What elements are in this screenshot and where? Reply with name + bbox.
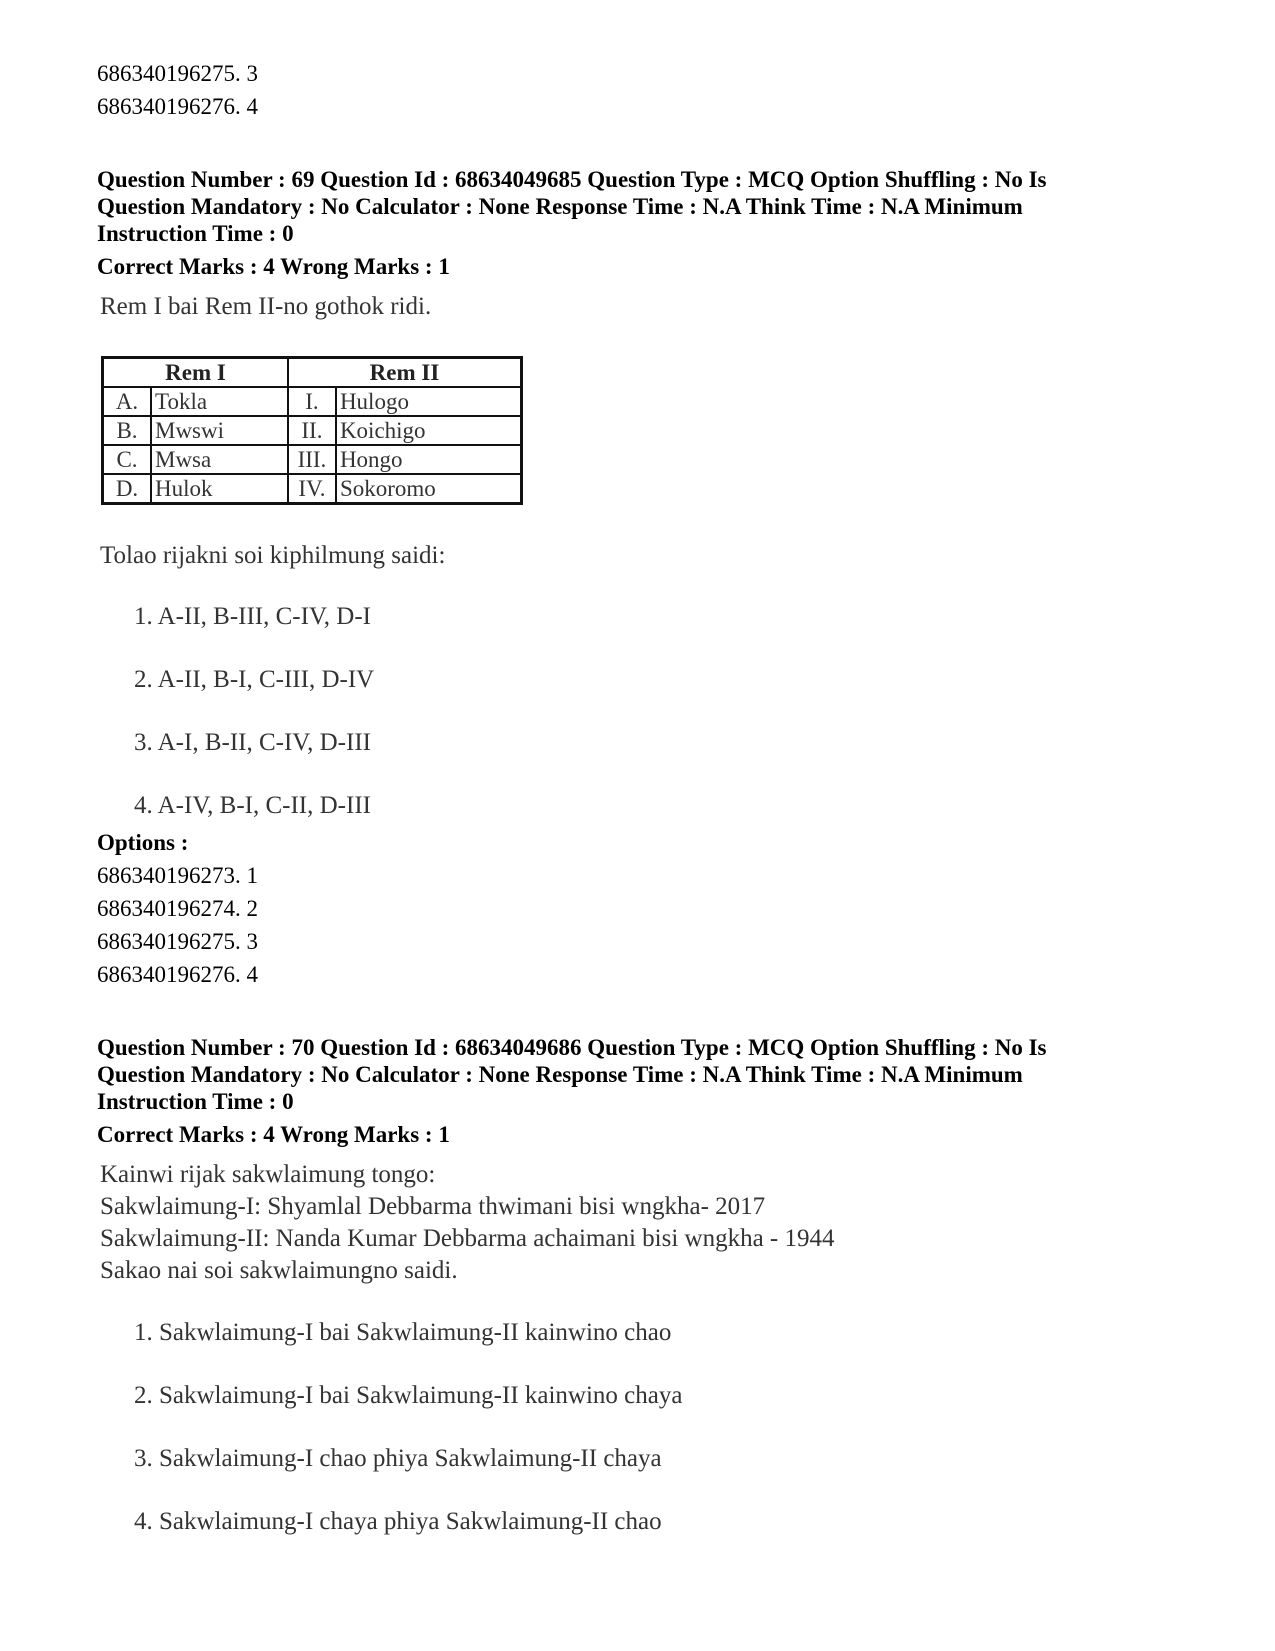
answer-choice: 3. A-I, B-II, C-IV, D-III <box>134 729 371 756</box>
question-text-line: Sakwlaimung-II: Nanda Kumar Debbarma achaimani bisi wngkha - 1944 <box>100 1225 835 1252</box>
question-header-line: Question Mandatory : No Calculator : None Response Time : N.A Think Time : N.A Minimum <box>97 1062 1023 1087</box>
column-header: Rem I <box>103 358 288 388</box>
answer-choice: 4. Sakwlaimung-I chaya phiya Sakwlaimung-II chao <box>134 1508 662 1535</box>
answer-choice: 4. A-IV, B-I, C-II, D-III <box>134 792 371 819</box>
option-line: 686340196274. 2 <box>97 896 258 921</box>
cell-value: Hulok <box>151 474 288 504</box>
option-line: 686340196275. 3 <box>97 61 258 86</box>
option-line: 686340196276. 4 <box>97 94 258 119</box>
cell-value: Hulogo <box>336 387 522 416</box>
option-line: 686340196276. 4 <box>97 962 258 987</box>
row-label: D. <box>103 474 152 504</box>
row-label: C. <box>103 445 152 474</box>
row-label: II. <box>288 416 336 445</box>
row-label: III. <box>288 445 336 474</box>
column-header: Rem II <box>288 358 522 388</box>
row-label: B. <box>103 416 152 445</box>
question-header-line: Question Number : 70 Question Id : 68634049686 Question Type : MCQ Option Shuffling : No Is <box>97 1035 1047 1060</box>
row-label: IV. <box>288 474 336 504</box>
answer-choice: 1. A-II, B-III, C-IV, D-I <box>134 603 371 630</box>
marks-line: Correct Marks : 4 Wrong Marks : 1 <box>97 1122 450 1147</box>
table-header-row <box>103 358 522 388</box>
cell-value: Sokoromo <box>336 474 522 504</box>
table-row <box>103 416 522 445</box>
question-text-line: Sakwlaimung-I: Shyamlal Debbarma thwimani bisi wngkha- 2017 <box>100 1193 766 1220</box>
question-header-line: Instruction Time : 0 <box>97 1089 294 1114</box>
row-label: I. <box>288 387 336 416</box>
table-row <box>103 445 522 474</box>
option-line: 686340196275. 3 <box>97 929 258 954</box>
table-row <box>103 387 522 416</box>
question-header-line: Instruction Time : 0 <box>97 221 294 246</box>
option-line: 686340196273. 1 <box>97 863 258 888</box>
question-text-line: Kainwi rijak sakwlaimung tongo: <box>100 1161 436 1188</box>
question-header-line: Question Mandatory : No Calculator : None Response Time : N.A Think Time : N.A Minimum <box>97 194 1023 219</box>
question-prompt: Rem I bai Rem II-no gothok ridi. <box>100 293 432 320</box>
cell-value: Koichigo <box>336 416 522 445</box>
cell-value: Mwsa <box>151 445 288 474</box>
cell-value: Tokla <box>151 387 288 416</box>
row-label: A. <box>103 387 152 416</box>
answer-choice: 2. A-II, B-I, C-III, D-IV <box>134 666 375 693</box>
question-instruction: Tolao rijakni soi kiphilmung saidi: <box>100 542 446 569</box>
cell-value: Mwswi <box>151 416 288 445</box>
answer-choice: 2. Sakwlaimung-I bai Sakwlaimung-II kainwino chaya <box>134 1382 683 1409</box>
marks-line: Correct Marks : 4 Wrong Marks : 1 <box>97 254 450 279</box>
cell-value: Hongo <box>336 445 522 474</box>
question-header-line: Question Number : 69 Question Id : 68634049685 Question Type : MCQ Option Shuffling : No Is <box>97 167 1047 192</box>
matching-table <box>101 356 523 505</box>
options-label: Options : <box>97 830 189 855</box>
table-row <box>103 474 522 504</box>
answer-choice: 3. Sakwlaimung-I chao phiya Sakwlaimung-II chaya <box>134 1445 662 1472</box>
answer-choice: 1. Sakwlaimung-I bai Sakwlaimung-II kainwino chao <box>134 1319 672 1346</box>
question-text-line: Sakao nai soi sakwlaimungno saidi. <box>100 1257 458 1284</box>
